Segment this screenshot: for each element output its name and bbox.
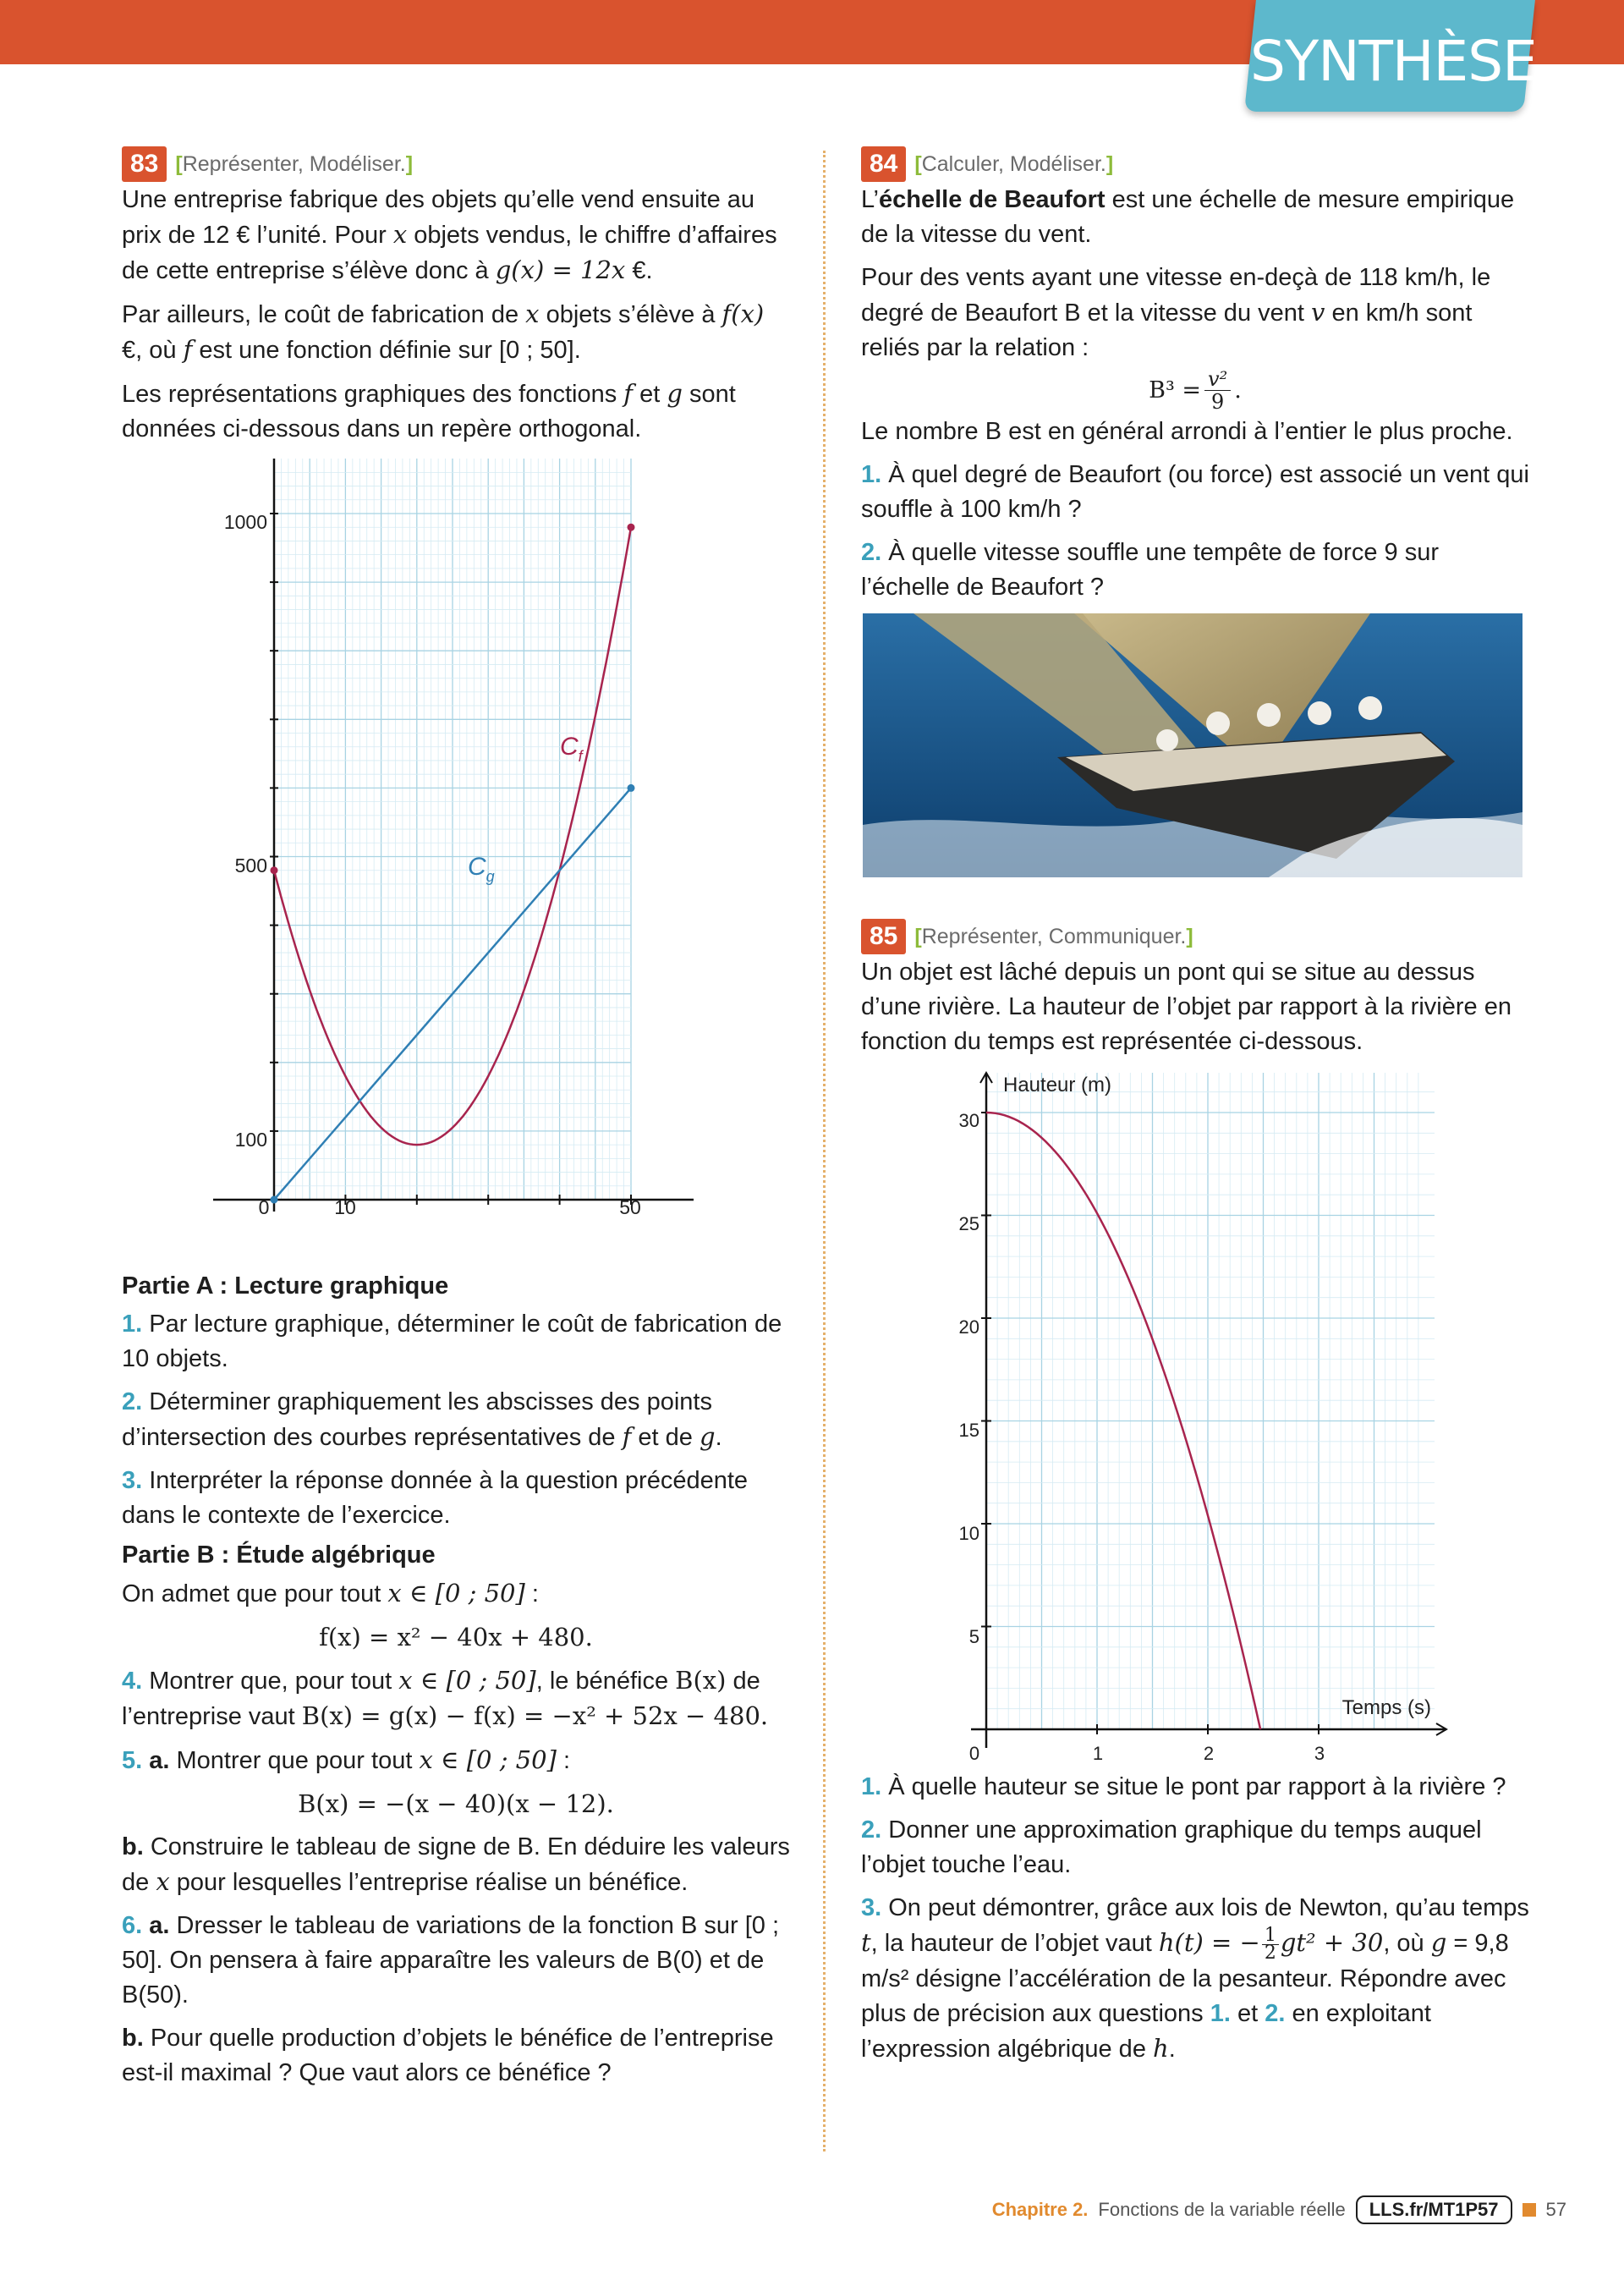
question-6b: b. Pour quelle production d’objets le bénéfice de l’entreprise est-il maximal ? Que vaut alors ce bénéfice ? xyxy=(122,2025,774,2086)
curve-cf-start-point xyxy=(271,866,278,874)
chart-axes xyxy=(213,459,694,1212)
height-time-chart xyxy=(861,1068,1529,1770)
part-a-heading: Partie A : Lecture graphique xyxy=(122,1272,449,1300)
beaufort-formula: B³ = $\frac{\text{v²}}{9}$ . xyxy=(1149,366,1242,414)
page-footer xyxy=(924,2193,1566,2227)
column-divider xyxy=(823,151,826,2151)
exercise-number: 85 xyxy=(861,919,906,954)
question-4: 4. Montrer que, pour tout x ∈ [0 ; 50], le bénéfice B(x) de l’entreprise vaut B(x) = g(x) − f(x) = −x² + 52x − 480. xyxy=(122,1666,769,1730)
exercise-84-85 xyxy=(861,146,1529,2075)
x-tick-label: 0 xyxy=(258,1196,270,1218)
x-axis-label: Temps (s) xyxy=(1341,1696,1431,1719)
exercise-skills: [Calculer, Modéliser.] xyxy=(914,151,1114,176)
curve-cg-end-point xyxy=(628,784,635,792)
question-6a: 6. a. Dresser le tableau de variations de la fonction B sur [0 ; 50]. On pensera à faire apparaître les valeurs de B(0) et de B(50). xyxy=(122,1912,779,2008)
question-2: 2. Déterminer graphiquement les abscisses des points d’intersection des courbes représentatives de f et de g. xyxy=(122,1388,722,1451)
question-5b: b. Construire le tableau de signe de B. En déduire les valeurs de x pour lesquelles l’entreprise réalise un bénéfice. xyxy=(122,1833,790,1896)
question-1: 1. À quelle hauteur se situe le pont par rapport à la rivière ? xyxy=(861,1773,1506,1800)
y-tick-label: 25 xyxy=(958,1213,979,1234)
curve-cg-start-point xyxy=(271,1196,278,1204)
x-tick-label: 2 xyxy=(1203,1743,1215,1764)
x-tick-label: 1 xyxy=(1092,1743,1104,1764)
chapter-title: Fonctions de la variable réelle xyxy=(1098,2199,1346,2220)
x-tick-label: 10 xyxy=(334,1196,356,1218)
x-tick-label: 50 xyxy=(619,1196,641,1218)
y-tick-label: 100 xyxy=(234,1129,267,1151)
page-number: 57 xyxy=(1545,2199,1566,2220)
y-tick-label: 5 xyxy=(968,1626,979,1647)
formula-b: B(x) = −(x − 40)(x − 12). xyxy=(298,1789,614,1818)
exercise-header xyxy=(861,146,1529,183)
chart-grid xyxy=(274,459,631,1200)
synthese-title: SYNTHÈSE xyxy=(1250,29,1537,94)
rounding-note: Le nombre B est en général arrondi à l’entier le plus proche. xyxy=(861,418,1513,445)
x-tick-label: 0 xyxy=(968,1743,980,1764)
y-tick-label: 30 xyxy=(958,1110,979,1131)
question-5a: 5. a. Montrer que pour tout x ∈ [0 ; 50] : xyxy=(122,1745,571,1774)
y-tick-label: 20 xyxy=(958,1316,979,1338)
exercise-number: 84 xyxy=(861,146,906,182)
question-2: 2. Donner une approximation graphique du temps auquel l’objet touche l’eau. xyxy=(861,1816,1482,1878)
y-tick-label: 15 xyxy=(958,1420,979,1441)
cost-paragraph: Par ailleurs, le coût de fabrication de x objets s’élève à f(x) €, où f est une fonction définie sur [0 ; 50]. xyxy=(122,299,765,364)
curve-label-cg: $C_g$ xyxy=(468,853,495,885)
intro-paragraph: Une entreprise fabrique des objets qu’elle vend ensuite au prix de 12 € l’unité. Pour x objets vendus, le chiffre d’affaires de cette entreprise s’élève donc à g(x) = 12x €. xyxy=(122,186,777,284)
exercise-header xyxy=(861,918,1529,955)
y-tick-label: 10 xyxy=(958,1523,979,1544)
chapter-label: Chapitre 2. xyxy=(991,2199,1089,2220)
page-marker-icon xyxy=(1522,2203,1536,2217)
question-1: 1. À quel degré de Beaufort (ou force) est associé un vent qui souffle à 100 km/h ? xyxy=(861,461,1529,523)
exercise-number: 83 xyxy=(122,146,167,182)
chart-grid xyxy=(986,1073,1435,1729)
exercise-header xyxy=(122,146,790,183)
beaufort-relation: Pour des vents ayant une vitesse en-deçà de 118 km/h, le degré de Beaufort B et la vitesse du vent v en km/h sont reliés par la relation : xyxy=(861,264,1491,361)
y-tick-label: 500 xyxy=(234,854,267,876)
curve-cf-end-point xyxy=(628,524,635,531)
question-3: 3. Interpréter la réponse donnée à la question précédente dans le contexte de l’exercice. xyxy=(122,1467,749,1529)
admit-paragraph: On admet que pour tout x ∈ [0 ; 50] : xyxy=(122,1579,539,1607)
exercise-skills: [Représenter, Communiquer.] xyxy=(914,924,1193,948)
y-axis-label: Hauteur (m) xyxy=(1003,1074,1112,1096)
question-3: 3. On peut démontrer, grâce aux lois de Newton, qu’au temps t, la hauteur de l’objet vaut h(t) = − $\frac{1}{2}$ gt² + 30, où g = 9,8 m/s² désigne l’accélération de la pesanteur. Répondre avec plus de précision aux questions 1. et 2. en exploitant l’expression algébrique de h. xyxy=(861,1894,1529,2063)
cost-revenue-chart xyxy=(122,455,790,1267)
formula-f: f(x) = x² − 40x + 480. xyxy=(319,1623,593,1651)
lls-link[interactable]: LLS.fr/MT1P57 xyxy=(1356,2195,1512,2224)
y-tick-label: 1000 xyxy=(223,511,267,533)
beaufort-intro: L’échelle de Beaufort est une échelle de mesure empirique de la vitesse du vent. xyxy=(861,186,1515,248)
sailboat-photo xyxy=(863,613,1522,877)
part-b-heading: Partie B : Étude algébrique xyxy=(122,1541,436,1569)
exercise-skills: [Représenter, Modéliser.] xyxy=(175,151,414,176)
exercise-83 xyxy=(122,146,790,2099)
question-2: 2. À quelle vitesse souffle une tempête de force 9 sur l’échelle de Beaufort ? xyxy=(861,539,1439,601)
representation-paragraph: Les représentations graphiques des fonctions f et g sont données ci-dessous dans un repère orthogonal. xyxy=(122,379,736,442)
question-1: 1. Par lecture graphique, déterminer le coût de fabrication de 10 objets. xyxy=(122,1311,782,1372)
curve-label-cf: $C_f$ xyxy=(560,733,583,765)
x-tick-label: 3 xyxy=(1314,1743,1325,1764)
bridge-intro: Un objet est lâché depuis un pont qui se situe au dessus d’une rivière. La hauteur de l’objet par rapport à la rivière en fonction du temps est représentée ci-dessous. xyxy=(861,959,1512,1055)
